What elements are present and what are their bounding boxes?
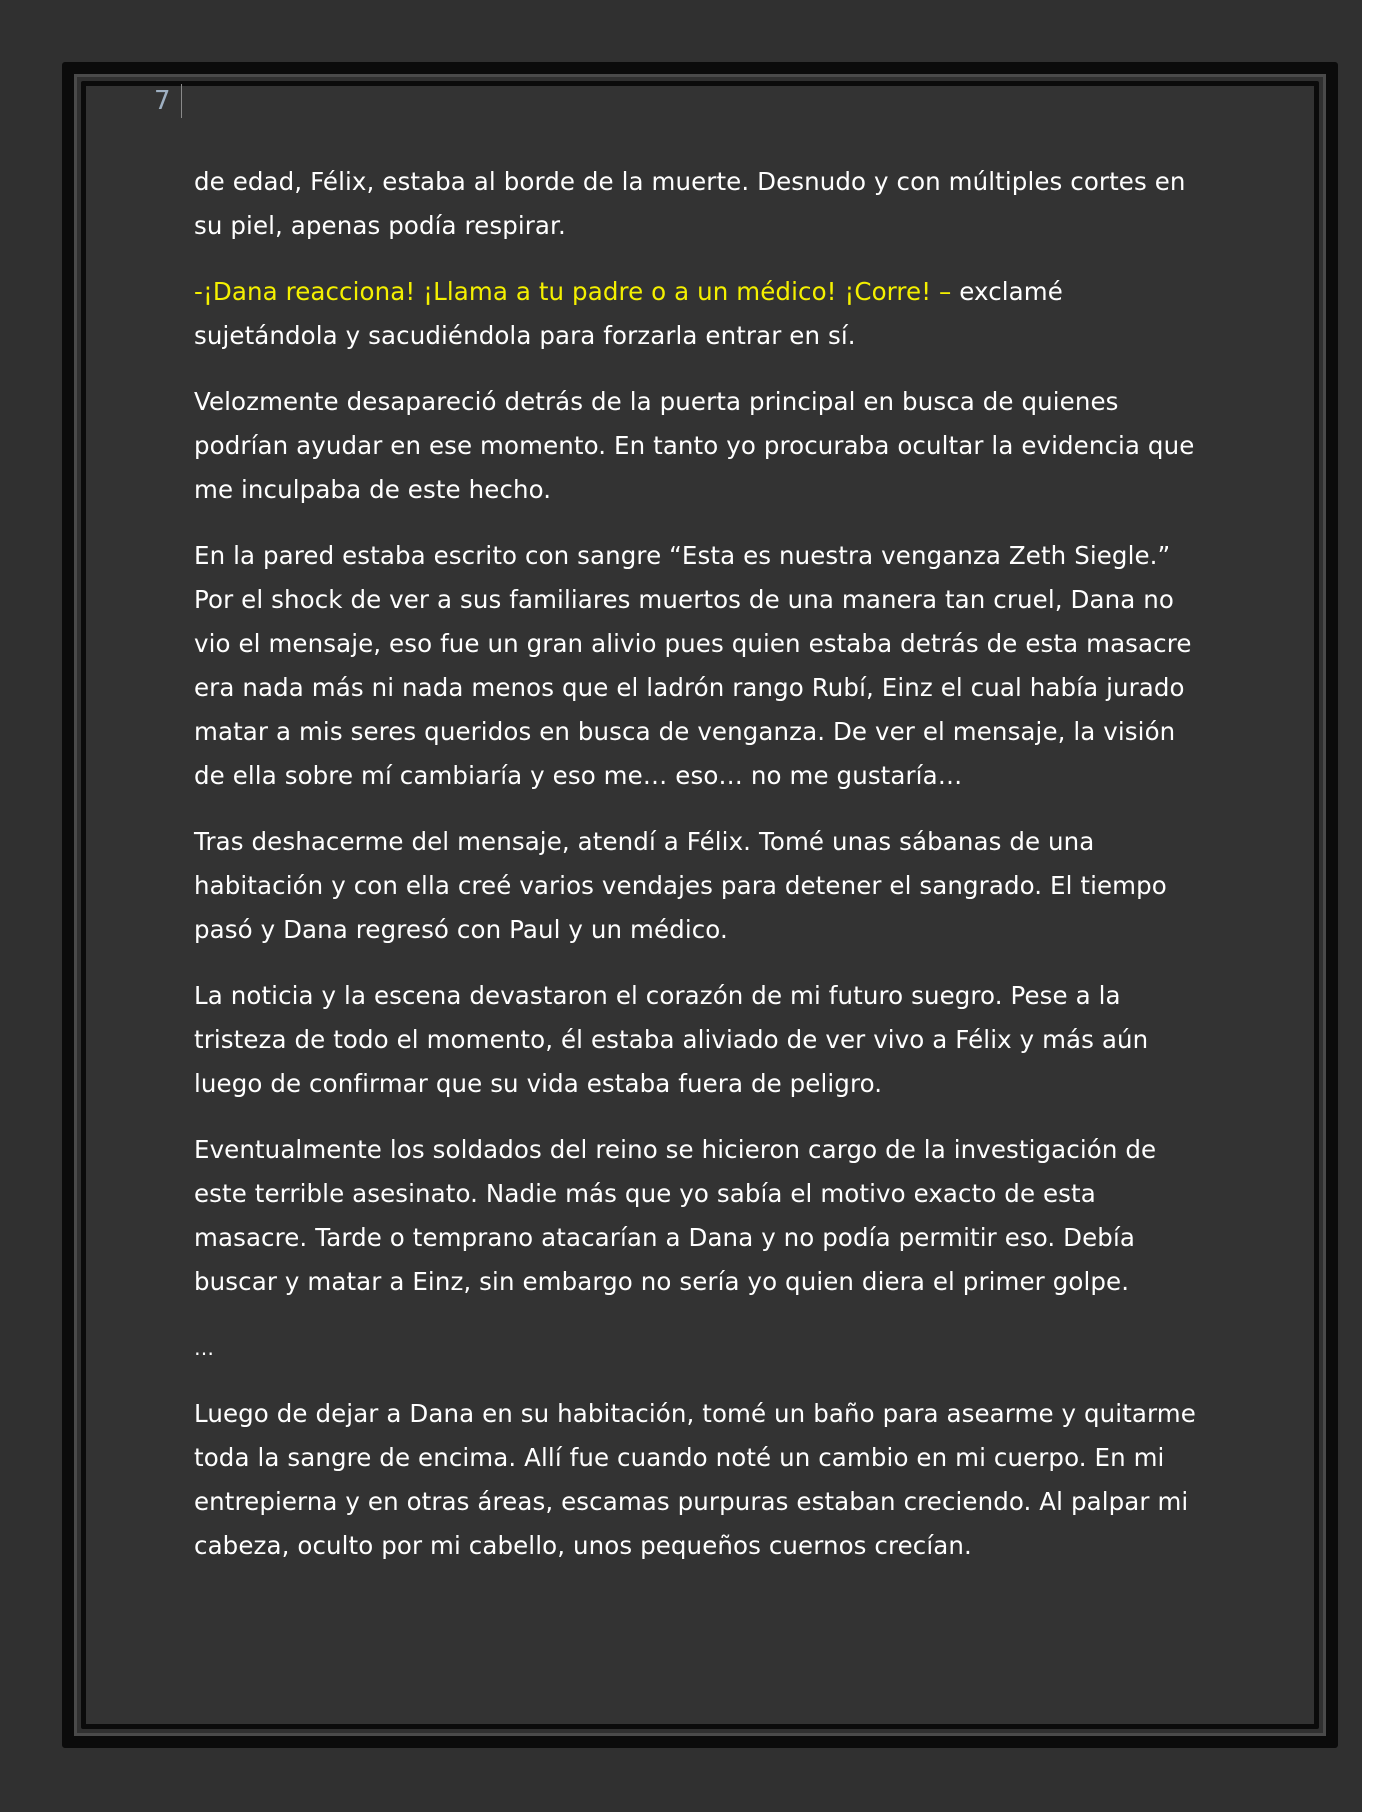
dialogue-narration: exclamé sujetándola y sacudiéndola para forzarla entrar en sí. bbox=[194, 277, 1063, 350]
paragraph-3: Velozmente desapareció detrás de la puerta principal en busca de quienes podrían ayudar en ese momento. En tanto yo procuraba ocultar la evidencia que me inculpaba de este hecho. bbox=[194, 387, 1195, 504]
paragraph-1: de edad, Félix, estaba al borde de la muerte. Desnudo y con múltiples cortes en su piel, apenas podía respirar. bbox=[194, 167, 1186, 240]
paragraph-4: En la pared estaba escrito con sangre “Esta es nuestra venganza Zeth Siegle.” Por el shock de ver a sus familiares muertos de una manera tan cruel, Dana no vio el mensaje, eso fue un gran alivio pues quien estaba detrás de esta masacre era nada más ni nada menos que el ladrón rango Rubí, Einz el cual había jurado matar a mis seres queridos en busca de venganza. De ver el mensaje, la visión de ella sobre mí cambiaría y eso me… eso… no me gustaría… bbox=[194, 541, 1192, 790]
paragraph-2 bbox=[194, 270, 1208, 358]
paragraph-6: La noticia y la escena devastaron el corazón de mi futuro suegro. Pese a la tristeza de todo el momento, él estaba aliviado de ver vivo a Félix y más aún luego de confirmar que su vida estaba fuera de peligro. bbox=[194, 981, 1149, 1098]
dialogue-highlight: -¡Dana reacciona! ¡Llama a tu padre o a un médico! ¡Corre! – bbox=[194, 277, 952, 306]
page-body-text bbox=[194, 160, 1208, 1590]
page-edge-margin bbox=[1362, 0, 1400, 1812]
paragraph-7: Eventualmente los soldados del reino se hicieron cargo de la investigación de este terrible asesinato. Nadie más que yo sabía el motivo exacto de esta masacre. Tarde o temprano atacarían a Dana y no podía permitir eso. Debía buscar y matar a Einz, sin embargo no sería yo quien diera el primer golpe. bbox=[194, 1135, 1157, 1296]
scene-separator: … bbox=[194, 1336, 215, 1360]
page-number: 7 bbox=[148, 84, 182, 118]
paragraph-5: Tras deshacerme del mensaje, atendí a Félix. Tomé unas sábanas de una habitación y con ella creé varios vendajes para detener el sangrado. El tiempo pasó y Dana regresó con Paul y un médico. bbox=[194, 827, 1167, 944]
paragraph-8: Luego de dejar a Dana en su habitación, tomé un baño para asearme y quitarme toda la sangre de encima. Allí fue cuando noté un cambio en mi cuerpo. En mi entrepierna y en otras áreas, escamas purpuras estaban creciendo. Al palpar mi cabeza, oculto por mi cabello, unos pequeños cuernos crecían. bbox=[194, 1399, 1196, 1560]
